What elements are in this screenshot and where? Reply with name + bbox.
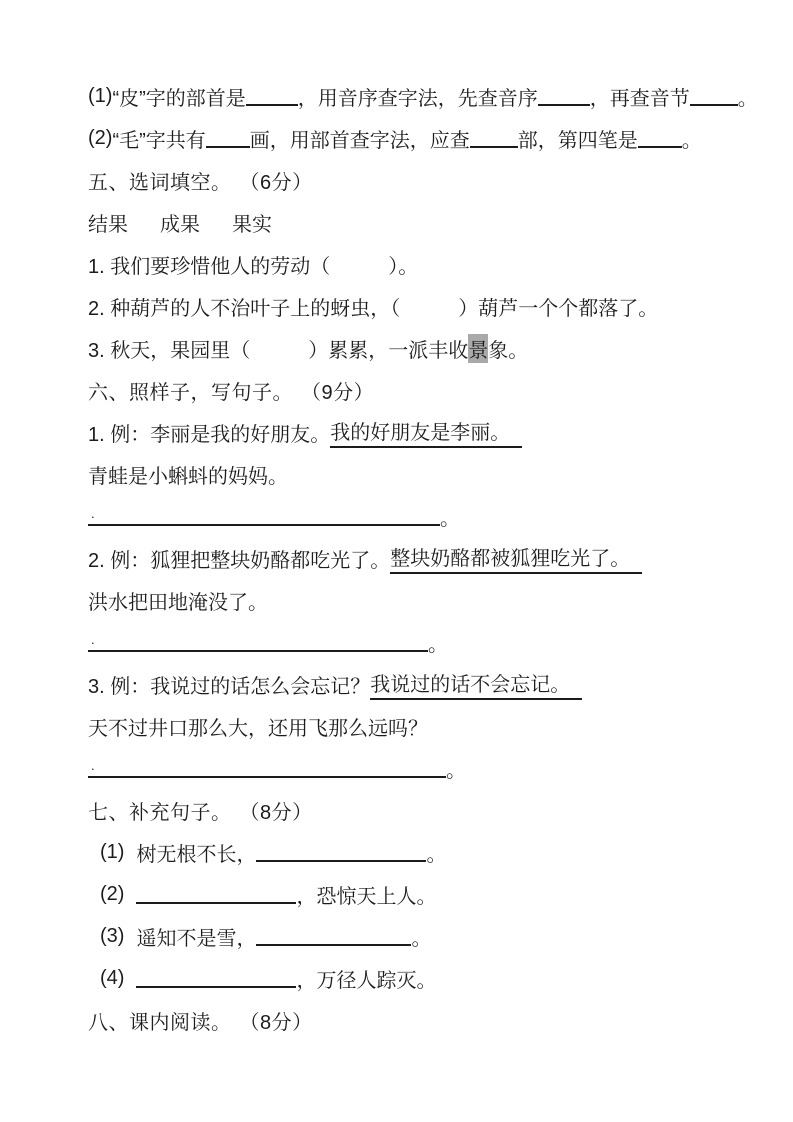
text-run: 果实 (232, 213, 272, 236)
rewrite-example-1 (88, 411, 783, 453)
choose-word-item-3 (88, 327, 783, 369)
fill-blank (638, 129, 682, 148)
text-run: 。 (446, 759, 466, 782)
fill-blank (246, 87, 298, 106)
text-run: 青蛙是小蝌蚪的妈妈。 (88, 465, 288, 488)
text-run: ）葫芦一个个都落了。 (458, 297, 659, 320)
example-answer-underlined: 我说过的话不会忘记。 (370, 668, 582, 700)
text-run: (1) (100, 840, 125, 863)
text-run: 八、课内阅读。 (88, 1011, 232, 1034)
text-run: （9分） (301, 381, 375, 404)
complete-sentence-1 (88, 831, 783, 873)
text-run: (4) (100, 966, 125, 989)
text-run: 1. 我们要珍惜他人的劳动（ (88, 255, 331, 278)
text-run: (1) (88, 84, 113, 107)
text-run: ，万径人踪灭。 (296, 969, 437, 992)
text-run: “皮”字的部首是 (112, 87, 246, 110)
fill-blank (538, 87, 590, 106)
text-run: ）累累，一派丰收 (308, 339, 469, 362)
text-run: 五、选词填空。 (88, 171, 232, 194)
text-run: (3) (100, 924, 125, 947)
rewrite-example-3 (88, 663, 783, 705)
fill-blank (470, 129, 518, 148)
text-run: 1. 例：李丽是我的好朋友。 (88, 423, 331, 446)
text-run: 。 (681, 129, 702, 152)
complete-sentence-3 (88, 915, 783, 957)
rewrite-prompt-3 (88, 705, 783, 747)
section-5-heading (88, 159, 783, 201)
text-run: ）。 (388, 255, 419, 278)
fill-blank: . (88, 759, 446, 778)
rewrite-prompt-2 (88, 579, 783, 621)
complete-sentence-2 (88, 873, 783, 915)
fill-blank (256, 927, 411, 946)
text-run: 2. 种葫芦的人不治叶子上的蚜虫，（ (88, 297, 401, 320)
text-run: 七、补充句子。 (88, 801, 232, 824)
text-run: 。 (411, 927, 432, 950)
text-run: 树无根不长， (136, 843, 257, 866)
text-run: 2. 例：狐狸把整块奶酪都吃光了。 (88, 549, 391, 572)
text-run: (2) (88, 126, 113, 149)
text-run: 六、照样子，写句子。 (88, 381, 293, 404)
text-run: 3. 例：我说过的话怎么会忘记？ (88, 675, 371, 698)
text-run: 。 (428, 633, 448, 656)
fill-blank (136, 885, 296, 904)
rewrite-answer-line-3 (88, 747, 783, 789)
text-run: （8分） (239, 801, 313, 824)
text-run: ，用音序查字法，先查音序 (297, 87, 538, 110)
text-run: 部，第四笔是 (517, 129, 638, 152)
dictionary-question-2 (88, 117, 783, 159)
text-run: 。 (426, 843, 447, 866)
word-bank (88, 201, 783, 243)
text-run: 遥知不是雪， (136, 927, 257, 950)
text-run: 画，用部首查字法，应查 (249, 129, 470, 152)
example-answer-underlined: 整块奶酪都被狐狸吃光了。 (390, 542, 642, 574)
fill-blank: . (88, 633, 428, 652)
text-run: 结果 (88, 213, 128, 236)
text-run: 成果 (160, 213, 200, 236)
fill-blank: . (88, 507, 440, 526)
complete-sentence-4 (88, 957, 783, 999)
text-run: ，恐惊天上人。 (296, 885, 437, 908)
text-run: “毛”字共有 (112, 129, 206, 152)
fill-blank (256, 843, 426, 862)
text-run: 天不过井口那么大，还用飞那么远吗？ (88, 717, 428, 740)
dictionary-question-1 (88, 75, 783, 117)
rewrite-prompt-1 (88, 453, 783, 495)
text-run: 。 (737, 87, 758, 110)
rewrite-answer-line-2 (88, 621, 783, 663)
text-run: 洪水把田地淹没了。 (88, 591, 268, 614)
section-8-heading (88, 999, 783, 1041)
text-run: 3. 秋天，果园里（ (88, 339, 251, 362)
rewrite-example-2 (88, 537, 783, 579)
text-run: （8分） (239, 1011, 313, 1034)
text-run: （6分） (239, 171, 313, 194)
choose-word-item-1 (88, 243, 783, 285)
fill-blank (136, 969, 296, 988)
section-7-heading (88, 789, 783, 831)
text-run: (2) (100, 882, 125, 905)
fill-blank (206, 129, 250, 148)
section-6-heading (88, 369, 783, 411)
text-run: 。 (440, 507, 460, 530)
highlighted-char: 景 (468, 334, 488, 363)
choose-word-item-2 (88, 285, 783, 327)
fill-blank (690, 87, 738, 106)
text-run: 象。 (488, 339, 529, 362)
text-run: ，再查音节 (589, 87, 690, 110)
rewrite-answer-line-1 (88, 495, 783, 537)
document-body (88, 75, 783, 1041)
example-answer-underlined: 我的好朋友是李丽。 (330, 416, 522, 448)
